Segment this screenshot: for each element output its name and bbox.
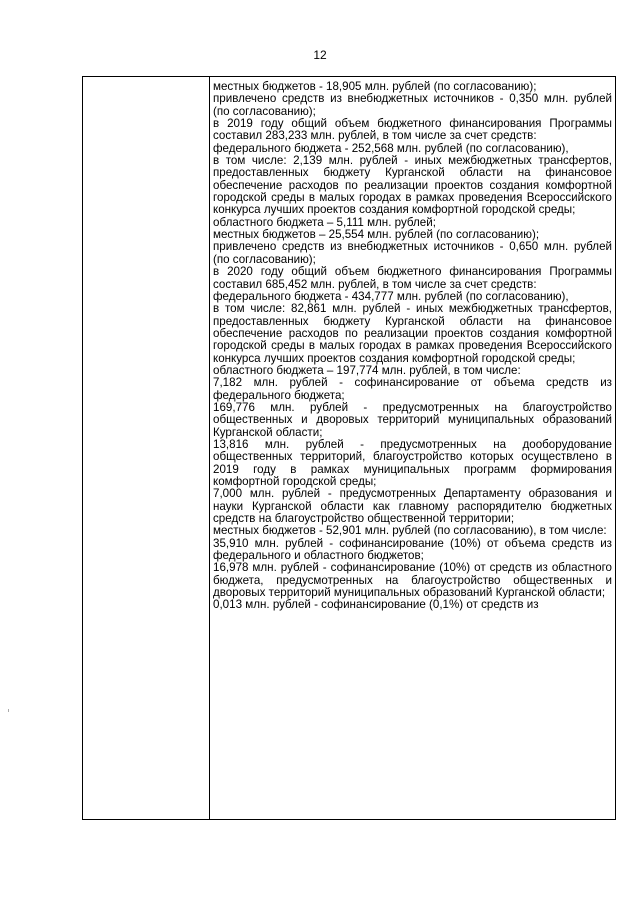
page-number: 12 xyxy=(313,48,327,62)
paragraph-federal-transfers-2020: в том числе: 82,861 млн. рублей - иных межбюджетных трансфертов, предоставленных бюджету Курганской области на финансовое обеспечение расходов по реализации проектов создания комфортной городской среды в малых городах в рамках проведения Всероссийского конкурса лучших проектов создания комфортной городской среды; xyxy=(213,302,612,365)
margin-mark xyxy=(8,709,9,712)
paragraph-federal-2020: федерального бюджета - 434,777 млн. рублей (по согласованию), xyxy=(213,289,569,303)
paragraph-regional-improvement: 169,776 млн. рублей - предусмотренных на благоустройство общественных и дворовых территорий муниципальных образований Курганской области; xyxy=(213,400,612,439)
paragraph-extrabudgetary-2018: привлечено средств из внебюджетных источников - 0,350 млн. рублей (по согласованию); xyxy=(213,92,612,118)
paragraph-local-budgets-2018: местных бюджетов - 18,905 млн. рублей (по согласованию); xyxy=(213,80,537,93)
table-label-cell xyxy=(83,77,210,819)
paragraph-total-2019: в 2019 году общий объем бюджетного финансирования Программы составил 283,233 млн. рублей, в том числе за счет средств: xyxy=(213,117,612,143)
paragraph-regional-2019: областного бюджета – 5,111 млн. рублей; xyxy=(213,215,436,229)
paragraph-federal-transfers-2019: в том числе: 2,139 млн. рублей - иных межбюджетных трансфертов, предоставленных бюджету Курганской области на финансовое обеспечение расходов по реализации проектов создания комфортной городской среды в малых городах в рамках проведения Всероссийского конкурса лучших проектов создания комфортной городской среды; xyxy=(213,154,612,217)
paragraph-local-cofinancing-regional: 16,978 млн. рублей - софинансирование (10%) от средств из областного бюджета, предусмотренных на благоустройство общественных и дворовых территорий муниципальных образований Курганской области; xyxy=(213,561,612,600)
paragraph-local-cofinancing-partial: 0,013 млн. рублей - софинансирование (0,1%) от средств из xyxy=(213,598,539,612)
paragraph-total-2020: в 2020 году общий объем бюджетного финансирования Программы составил 685,452 млн. рублей, в том числе за счет средств: xyxy=(213,265,612,291)
paragraph-local-budgets-2020: местных бюджетов - 52,901 млн. рублей (по согласованию), в том числе: xyxy=(213,524,607,538)
paragraph-extrabudgetary-2019: привлечено средств из внебюджетных источников - 0,650 млн. рублей (по согласованию); xyxy=(213,240,612,266)
paragraph-regional-cofinancing: 7,182 млн. рублей - софинансирование от объема средств из федерального бюджета; xyxy=(213,376,612,402)
paragraph-regional-education-dept: 7,000 млн. рублей - предусмотренных Департаменту образования и науки Курганской области как главному распорядителю бюджетных средств на благоустройство общественной территории; xyxy=(213,487,612,526)
paragraph-regional-2020: областного бюджета – 197,774 млн. рублей, в том числе: xyxy=(213,363,521,377)
paragraph-local-budgets-2019: местных бюджетов – 25,554 млн. рублей (по согласованию); xyxy=(213,228,540,242)
table-content-cell xyxy=(210,77,615,819)
paragraph-federal-2019: федерального бюджета - 252,568 млн. рублей (по согласованию), xyxy=(213,141,569,155)
paragraph-local-cofinancing-federal: 35,910 млн. рублей - софинансирование (10%) от объема средств из федерального и областного бюджетов; xyxy=(213,536,612,563)
paragraph-regional-reequipment: 13,816 млн. рублей - предусмотренных на дооборудование общественных территорий, благоустройство которых осуществлено в 2019 году в рамках муниципальных программ формирования комфортной городской среды; xyxy=(213,437,612,488)
program-table xyxy=(82,76,616,820)
